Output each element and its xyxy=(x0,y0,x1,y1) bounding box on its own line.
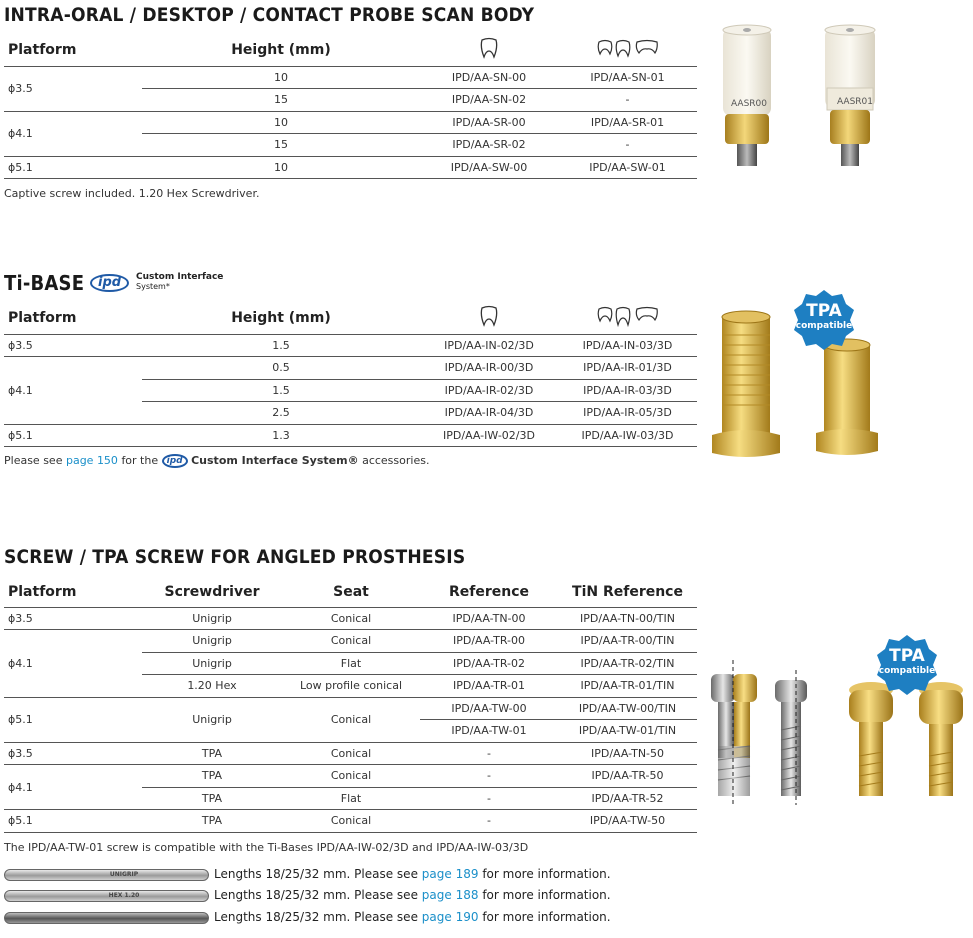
reference-cell: IPD/AA-IR-04/3D xyxy=(420,402,558,425)
tin-reference-cell: IPD/AA-TN-50 xyxy=(558,742,697,765)
table-row xyxy=(4,66,697,89)
tibase-note-text: Please see xyxy=(4,454,63,467)
tin-reference-cell: IPD/AA-TN-00/TIN xyxy=(558,607,697,630)
reference-cell: IPD/AA-IR-02/3D xyxy=(420,379,558,402)
tool-text xyxy=(214,867,611,881)
screw-table xyxy=(4,577,697,833)
header-seat: Seat xyxy=(282,577,420,607)
reference-cell: IPD/AA-TW-00 xyxy=(420,697,558,720)
tool-text-post: for more information. xyxy=(482,867,611,881)
tibase-title-text: Ti-BASE xyxy=(4,271,85,295)
platform-cell: ϕ4.1 xyxy=(4,765,142,810)
reference-cell: IPD/AA-SW-01 xyxy=(558,156,697,179)
tool-text-post: for more information. xyxy=(482,888,611,902)
platform-cell: ϕ4.1 xyxy=(4,111,142,156)
page-189-link[interactable]: page 189 xyxy=(421,867,479,881)
badge-sub: compatible xyxy=(795,321,853,331)
single-tooth-icon xyxy=(420,302,558,334)
tibase-note-bold: Custom Interface System® xyxy=(191,454,359,467)
platform-cell: ϕ3.5 xyxy=(4,66,142,111)
header-tin-reference: TiN Reference xyxy=(558,577,697,607)
header-height: Height (mm) xyxy=(142,302,420,334)
seat-cell: Conical xyxy=(282,810,420,833)
tin-reference-cell: IPD/AA-TR-00/TIN xyxy=(558,630,697,653)
height-cell: 1.5 xyxy=(142,379,420,402)
tin-reference-cell: IPD/AA-TW-50 xyxy=(558,810,697,833)
reference-cell: IPD/AA-IR-05/3D xyxy=(558,402,697,425)
screwdriver-cell: TPA xyxy=(142,787,282,810)
tpa-tool-row xyxy=(4,908,611,928)
reference-cell: IPD/AA-TR-01 xyxy=(420,675,558,698)
reference-cell: IPD/AA-TN-00 xyxy=(420,607,558,630)
screwdriver-cell: Unigrip xyxy=(142,652,282,675)
tin-reference-cell: IPD/AA-TW-01/TIN xyxy=(558,720,697,743)
seat-cell: Conical xyxy=(282,765,420,788)
screwdriver-cell: TPA xyxy=(142,810,282,833)
reference-cell: - xyxy=(558,89,697,112)
reference-cell: - xyxy=(420,810,558,833)
page-190-link[interactable]: page 190 xyxy=(421,910,479,924)
platform-cell: ϕ5.1 xyxy=(4,810,142,833)
table-row xyxy=(4,111,697,134)
reference-cell: IPD/AA-IR-03/3D xyxy=(558,379,697,402)
reference-cell: IPD/AA-TR-02 xyxy=(420,652,558,675)
product-label: AASR00 xyxy=(731,99,767,109)
height-cell: 15 xyxy=(142,89,420,112)
reference-cell: IPD/AA-SW-00 xyxy=(420,156,558,179)
seat-cell: Conical xyxy=(282,630,420,653)
tool-text-post: for more information. xyxy=(482,910,611,924)
tibase-title xyxy=(4,271,84,295)
table-row xyxy=(4,697,697,720)
screw-note: The IPD/AA-TW-01 screw is compatible with the Ti-Bases IPD/AA-IW-02/3D and IPD/AA-IW-03/3D xyxy=(4,841,529,854)
ipd-logo-caption-line2: System* xyxy=(136,282,170,291)
height-cell: 10 xyxy=(142,111,420,134)
platform-cell: ϕ4.1 xyxy=(4,630,142,698)
reference-cell: IPD/AA-SR-02 xyxy=(420,134,558,157)
badge-main: TPA xyxy=(806,301,842,321)
reference-cell: IPD/AA-SR-00 xyxy=(420,111,558,134)
badge-main: TPA xyxy=(889,646,925,666)
reference-cell: - xyxy=(420,765,558,788)
tibase-note-text: for the xyxy=(121,454,159,467)
unigrip-tool-row xyxy=(4,865,611,885)
tin-reference-cell: IPD/AA-TW-00/TIN xyxy=(558,697,697,720)
height-cell: 0.5 xyxy=(142,357,420,380)
tibase-note-text: accessories. xyxy=(362,454,430,467)
table-row xyxy=(4,630,697,653)
page-150-link[interactable]: page 150 xyxy=(65,454,118,467)
tool-text xyxy=(214,910,611,924)
seat-cell: Flat xyxy=(282,787,420,810)
height-cell: 1.5 xyxy=(142,334,420,357)
reference-cell: IPD/AA-SN-01 xyxy=(558,66,697,89)
screwdriver-image xyxy=(4,912,209,924)
height-cell: 1.3 xyxy=(142,424,420,447)
page-188-link[interactable]: page 188 xyxy=(421,888,479,902)
platform-cell: ϕ4.1 xyxy=(4,357,142,425)
reference-cell: IPD/AA-TR-00 xyxy=(420,630,558,653)
screwdriver-cell: 1.20 Hex xyxy=(142,675,282,698)
multi-tooth-icon xyxy=(558,34,697,66)
reference-cell: IPD/AA-IR-00/3D xyxy=(420,357,558,380)
reference-cell: - xyxy=(420,787,558,810)
header-platform: Platform xyxy=(4,577,142,607)
product-label: AASR01 xyxy=(837,97,873,107)
height-cell: 2.5 xyxy=(142,402,420,425)
table-row xyxy=(4,357,697,380)
platform-cell: ϕ3.5 xyxy=(4,334,142,357)
height-cell: 10 xyxy=(142,66,420,89)
seat-cell: Conical xyxy=(282,742,420,765)
reference-cell: IPD/AA-IN-02/3D xyxy=(420,334,558,357)
reference-cell: IPD/AA-IN-03/3D xyxy=(558,334,697,357)
reference-cell: IPD/AA-SN-02 xyxy=(420,89,558,112)
table-row xyxy=(4,607,697,630)
seat-cell: Low profile conical xyxy=(282,675,420,698)
tibase-note xyxy=(4,454,429,468)
multi-tooth-icon xyxy=(558,302,697,334)
hex-tool-row xyxy=(4,886,611,906)
scan-body-note: Captive screw included. 1.20 Hex Screwdriver. xyxy=(4,187,260,200)
reference-cell: IPD/AA-SR-01 xyxy=(558,111,697,134)
tool-text-pre: Lengths 18/25/32 mm. Please see xyxy=(214,867,418,881)
reference-cell: IPD/AA-IW-02/3D xyxy=(420,424,558,447)
platform-cell: ϕ5.1 xyxy=(4,424,142,447)
seat-cell: Conical xyxy=(282,607,420,630)
tpa-compatible-badge xyxy=(875,633,939,697)
ipd-logo-mark: ipd xyxy=(90,274,129,292)
table-row xyxy=(4,810,697,833)
reference-cell: IPD/AA-SN-00 xyxy=(420,66,558,89)
screwdriver-cell: Unigrip xyxy=(142,630,282,653)
header-reference: Reference xyxy=(420,577,558,607)
tool-text-pre: Lengths 18/25/32 mm. Please see xyxy=(214,910,418,924)
platform-cell: ϕ5.1 xyxy=(4,697,142,742)
screw-title: SCREW / TPA SCREW FOR ANGLED PROSTHESIS xyxy=(4,546,466,568)
screwdriver-cell: TPA xyxy=(142,765,282,788)
height-cell: 15 xyxy=(142,134,420,157)
reference-cell: IPD/AA-IR-01/3D xyxy=(558,357,697,380)
header-platform: Platform xyxy=(4,302,142,334)
seat-cell: Conical xyxy=(282,697,420,742)
tool-text-pre: Lengths 18/25/32 mm. Please see xyxy=(214,888,418,902)
tin-reference-cell: IPD/AA-TR-50 xyxy=(558,765,697,788)
ipd-logo-mark: ipd xyxy=(162,454,188,468)
tibase-table xyxy=(4,302,697,447)
scan-body-product-image xyxy=(715,22,895,172)
tin-reference-cell: IPD/AA-TR-52 xyxy=(558,787,697,810)
badge-sub: compatible xyxy=(878,666,936,676)
scan-body-title: INTRA-ORAL / DESKTOP / CONTACT PROBE SCAN BODY xyxy=(4,4,535,26)
ipd-logo xyxy=(90,272,224,292)
single-tooth-icon xyxy=(420,34,558,66)
tpa-compatible-badge xyxy=(792,288,856,352)
table-row xyxy=(4,765,697,788)
scan-body-table xyxy=(4,34,697,179)
tin-reference-cell: IPD/AA-TR-01/TIN xyxy=(558,675,697,698)
height-cell: 10 xyxy=(142,156,420,179)
screwdriver-cell: Unigrip xyxy=(142,697,282,742)
platform-cell: ϕ3.5 xyxy=(4,742,142,765)
table-row xyxy=(4,334,697,357)
reference-cell: - xyxy=(420,742,558,765)
reference-cell: IPD/AA-IW-03/3D xyxy=(558,424,697,447)
table-row xyxy=(4,424,697,447)
reference-cell: IPD/AA-TW-01 xyxy=(420,720,558,743)
table-row xyxy=(4,742,697,765)
screwdriver-cell: TPA xyxy=(142,742,282,765)
platform-cell: ϕ5.1 xyxy=(4,156,142,179)
screwdriver-cell: Unigrip xyxy=(142,607,282,630)
header-screwdriver: Screwdriver xyxy=(142,577,282,607)
seat-cell: Flat xyxy=(282,652,420,675)
header-height: Height (mm) xyxy=(142,34,420,66)
tool-label: HEX 1.20 xyxy=(108,892,140,899)
tin-reference-cell: IPD/AA-TR-02/TIN xyxy=(558,652,697,675)
ipd-logo-caption-line1: Custom Interface xyxy=(136,272,224,282)
ipd-logo-caption xyxy=(136,273,223,292)
tool-label: UNIGRIP xyxy=(109,871,139,878)
header-platform: Platform xyxy=(4,34,142,66)
table-row xyxy=(4,156,697,179)
platform-cell: ϕ3.5 xyxy=(4,607,142,630)
reference-cell: - xyxy=(558,134,697,157)
tool-text xyxy=(214,888,611,902)
